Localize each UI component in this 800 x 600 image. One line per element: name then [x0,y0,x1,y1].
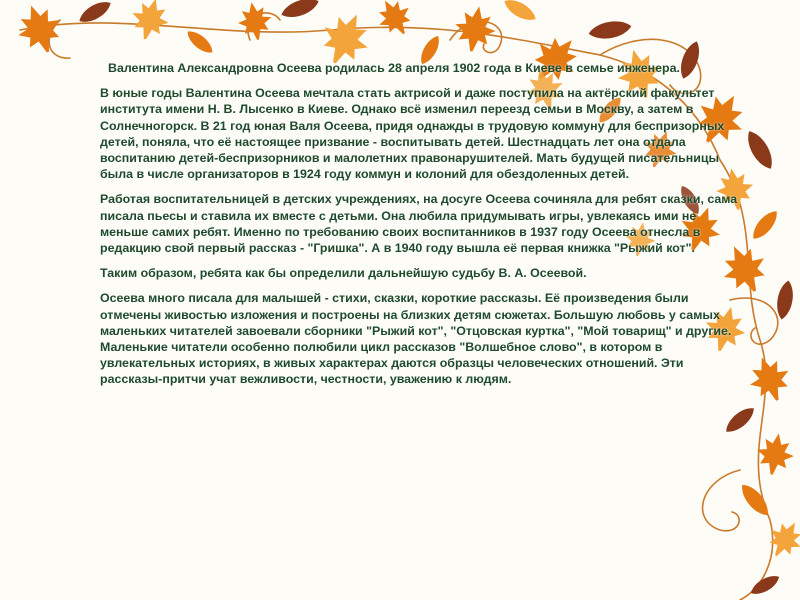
paragraph-works: Осеева много писала для малышей - стихи, сказки, короткие рассказы. Её произведения были отмечены живостью изложения и построены на близких детям сюжетах. Большую любовь у самых маленьких читателей завоевали сборники "Рыжий кот", "Отцовская куртка", "Мой товарищ" и другие. Маленькие читатели особенно полюбили цикл рассказов "Волшебное слово", в котором в увлекательных историях, в живых характерах даются образцы человеческих отношений. Эти рассказы-притчи учат вежливости, честности, уважению к людям. [100,291,732,387]
paragraph-birth: Валентина Александровна Осеева родилась 28 апреля 1902 года в Киеве в семье инженера. [108,61,680,75]
paragraph-teaching: Работая воспитательницей в детских учреждениях, на досуге Осеева сочиняла для ребят сказки, сама писала пьесы и ставила их вместе с детьми. Она любила придумывать игры, увлекаясь ими не меньше самих ребят. Именно по требованию своих воспитанников в 1937 году Осеева отнесла в редакцию свой первый рассказ - "Гришка". А в 1940 году вышла её первая книжка "Рыжий кот". [100,192,738,256]
biography-text [100,60,748,397]
paragraph-destiny: Таким образом, ребята как бы определили дальнейшую судьбу В. А. Осеевой. [100,266,587,281]
paragraph-youth: В юные годы Валентина Осеева мечтала стать актрисой и даже поступила на актёрский факультет института имени Н. В. Лысенко в Киеве. Однако всё изменил переезд семьи в Москву, а затем в Солнечногорск. В 21 год юная Валя Осеева, придя однажды в трудовую коммуну для беспризорных детей, поняла, что её настоящее призвание - воспитывать детей. Шестнадцать лет она отдала воспитанию детей-беспризорников и малолетних правонарушителей. Мать будущей писательницы была в числе организаторов в 1924 году коммун и колоний для обездоленных детей. [100,86,725,182]
